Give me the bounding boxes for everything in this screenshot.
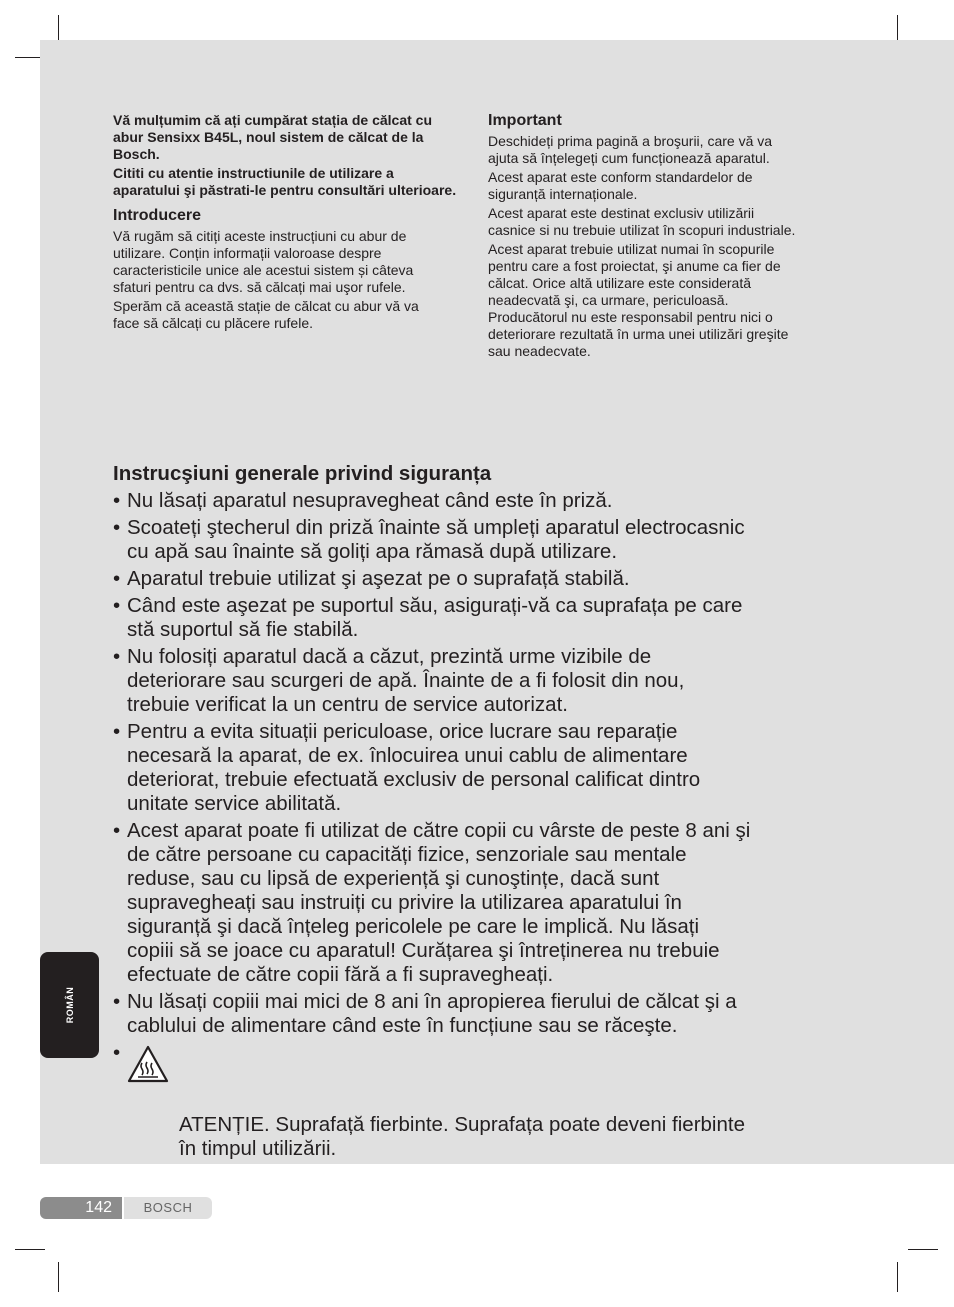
language-tab <box>40 952 99 1058</box>
safety-item <box>113 645 893 717</box>
safety-item-text: Când este aşezat pe suportul său, asigurați-vă ca suprafața pe care stă suportul să fie stabilă. <box>127 594 743 641</box>
warning-text: ATENȚIE. Suprafață fierbinte. Suprafața poate deveni fierbinte în timpul utilizării. <box>179 1113 745 1160</box>
language-label: ROMÂN <box>64 986 75 1024</box>
bullet: • <box>113 516 121 539</box>
content-panel <box>40 40 954 1164</box>
bullet: • <box>113 720 121 743</box>
safety-item-text: Nu lăsați copiii mai mici de 8 ani în apropierea fierului de călcat şi a cablului de alimentare când este în funcțiune sau se răceşte. <box>127 990 737 1037</box>
safety-item-text: Scoateți ştecherul din priză înainte să umpleți aparatul electrocasnic cu apă sau înainte să goliți apa rămasă după utilizare. <box>127 516 745 563</box>
safety-item-text: Nu lăsați aparatul nesupravegheat când este în priză. <box>127 489 613 512</box>
important-column <box>488 112 850 362</box>
safety-item <box>113 720 893 816</box>
hot-surface-icon <box>127 1045 169 1083</box>
crop-mark <box>58 1262 59 1292</box>
safety-item <box>113 567 893 591</box>
safety-item-text: Aparatul trebuie utilizat şi aşezat pe o suprafață stabilă. <box>127 567 630 590</box>
safety-item-text: Acest aparat poate fi utilizat de către copii cu vârste de peste 8 ani şi de către persoane cu capacități fizice, senzoriale sau mentale reduse, sau cu lipsă de experiență şi cunoştințe, dacă sunt supravegheați sau instruiți cu privire la utilizarea aparatului în siguranță şi dacă înțeleg pericolele pe care le implică. Nu lăsați copiii să se joace cu aparatul! Curățarea şi întreținerea nu trebuie efectuate de către copii fără a fi supravegheați. <box>127 819 751 986</box>
important-paragraph: Acest aparat trebuie utilizat numai în scopurile pentru care a fost proiectat, şi anume ca fier de călcat. Orice altă utilizare este considerată neadecvată şi, ca urmare, periculoasă. Producătorul nu este responsabil pentru nici o deteriorare rezultată în urma unei utilizări greşite sau neadecvate. <box>488 241 789 359</box>
safety-item <box>113 819 893 987</box>
bullet: • <box>113 1041 121 1064</box>
important-heading: Important <box>488 112 562 129</box>
safety-item <box>113 516 893 564</box>
crop-mark <box>897 1262 898 1292</box>
page-number: 142 <box>40 1197 122 1219</box>
bullet: • <box>113 819 121 842</box>
safety-item <box>113 990 893 1038</box>
bullet: • <box>113 489 121 512</box>
safety-warning-item <box>113 1041 893 1161</box>
thanks-text: Vă mulțumim că ați cumpărat stația de călcat cu abur Sensixx B45L, noul sistem de călcat de la Bosch. <box>113 112 433 162</box>
intro-heading: Introducere <box>113 207 202 224</box>
safety-title: Instrucşiuni generale privind siguranța <box>113 462 492 485</box>
safety-section <box>113 460 893 1164</box>
read-instructions-text: Cititi cu atentie instructiunile de utilizare a aparatului şi păstrati-le pentru consultări ulterioare. <box>113 165 457 198</box>
safety-item <box>113 489 893 513</box>
intro-column <box>113 112 463 334</box>
bullet: • <box>113 567 121 590</box>
intro-paragraph: Sperăm că această stație de călcat cu abur vă va face să călcați cu plăcere rufele. <box>113 298 419 331</box>
important-paragraph: Deschideți prima pagină a broşurii, care vă va ajuta să înțelegeți cum funcționează aparatul. <box>488 133 773 166</box>
safety-item-text: Nu folosiți aparatul dacă a căzut, prezintă urme vizibile de deteriorare sau scurgeri de apă. Înainte de a fi folosit din nou, trebuie verificat la un centru de service autorizat. <box>127 645 685 716</box>
safety-list <box>113 489 893 1161</box>
bullet: • <box>113 990 121 1013</box>
bullet: • <box>113 594 121 617</box>
crop-mark <box>15 1249 45 1250</box>
safety-item-text: Pentru a evita situații periculoase, orice lucrare sau reparație necesară la aparat, de ex. înlocuirea unui cablu de alimentare deteriorat, trebuie efectuată exclusiv de personal calificat dintro unitate service abilitată. <box>127 720 701 815</box>
important-paragraph: Acest aparat este destinat exclusiv utilizării casnice si nu trebuie utilizat în scopuri industriale. <box>488 205 796 238</box>
safety-item <box>113 594 893 642</box>
brand-label: BOSCH <box>124 1197 212 1219</box>
crop-mark <box>908 1249 938 1250</box>
important-paragraph: Acest aparat este conform standardelor de siguranță internaționale. <box>488 169 753 202</box>
bullet: • <box>113 645 121 668</box>
intro-paragraph: Vă rugăm să citiți aceste instrucțiuni cu abur de utilizare. Conțin informații valoroase despre caracteristicile unice ale acestui sistem și câteva sfaturi pentru ca dvs. să călcați mai uşor rufele. <box>113 228 414 295</box>
